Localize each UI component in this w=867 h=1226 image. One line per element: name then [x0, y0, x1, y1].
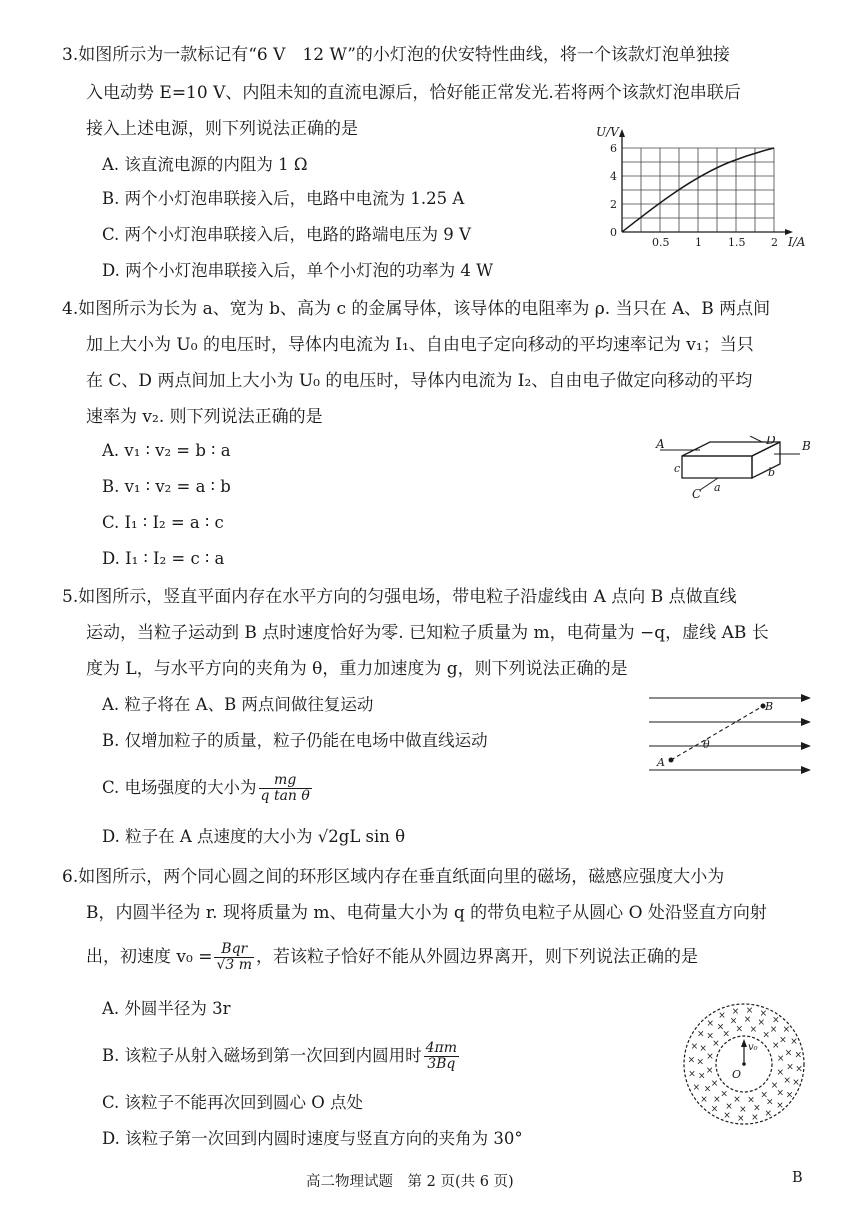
field-cross-mark: ×: [753, 1103, 761, 1114]
q3-option-c: C. 两个小灯泡串联接入后，电路的路端电压为 9 V: [102, 225, 471, 244]
field-cross-mark: ×: [703, 1084, 712, 1095]
field-cross-mark: ×: [710, 1079, 719, 1089]
field-cross-mark: ×: [716, 1022, 725, 1033]
field-cross-mark: ×: [762, 1030, 770, 1041]
field-cross-mark: ×: [706, 1031, 714, 1042]
field-cross-mark: ×: [792, 1078, 800, 1089]
field-cross-mark: ×: [739, 1104, 747, 1115]
q5-option-c: [102, 768, 314, 808]
q4-dim-b: b: [768, 466, 776, 479]
q3-y-tick: 6: [610, 142, 617, 155]
q3-y-tick: 4: [610, 170, 617, 183]
q3-stem-line3: 接入上述电源，则下列说法正确的是: [86, 119, 358, 139]
q5-option-b: B. 仅增加粒子的质量，粒子仍能在电场中做直线运动: [102, 731, 488, 750]
field-cross-mark: ×: [688, 1069, 696, 1080]
q6-option-c: C. 该粒子不能再次回到圆心 O 点处: [102, 1093, 364, 1112]
field-cross-mark: ×: [749, 1024, 758, 1035]
q5-option-c-text: C. 电场强度的大小为: [102, 778, 257, 797]
q4-option-d: D. I₁ ∶ I₂ = c ∶ a: [102, 549, 225, 568]
field-cross-mark: ×: [776, 1088, 784, 1099]
field-cross-mark: ×: [722, 1029, 730, 1040]
field-cross-mark: ×: [687, 1055, 696, 1066]
field-cross-mark: ×: [735, 1024, 744, 1035]
q4-conductor-figure: [650, 436, 830, 500]
q6-v0-fraction: $\frac{\text{Bqr}}{√3 m}$: [216, 941, 253, 973]
q5-label-theta: θ: [703, 738, 710, 751]
q4-stem-line1: 4.如图所示为长为 a、宽为 b、高为 c 的金属导体，该导体的电阻率为 ρ. 当只在 A、B 两点间: [62, 299, 771, 319]
q5-stem-line2: 运动，当粒子运动到 B 点时速度恰好为零. 已知粒子质量为 m，电荷量为 −q，虚线 AB 长: [86, 623, 769, 643]
q5-stem-line1: 5.如图所示，竖直平面内存在水平方向的匀强电场，带电粒子沿虚线由 A 点向 B 点做直线: [62, 587, 737, 607]
field-cross-mark: ×: [743, 1015, 752, 1026]
field-cross-mark: ×: [776, 1101, 784, 1112]
field-cross-mark: ×: [706, 1018, 715, 1029]
q4-label-b: B: [802, 439, 811, 453]
q6-option-b-text: B. 该粒子从射入磁场到第一次回到内圆用时: [102, 1046, 422, 1065]
q6-stem-line1: 6.如图所示，两个同心圆之间的环形区域内存在垂直纸面向里的磁场，磁感应强度大小为: [62, 867, 725, 887]
field-cross-mark: ×: [783, 1076, 791, 1087]
q6-stem3-prefix: 出，初速度 v₀ =: [86, 947, 213, 967]
q4-option-a: A. v₁ ∶ v₂ = b ∶ a: [102, 441, 231, 460]
q5-stem-line3: 度为 L，与水平方向的夹角为 θ，重力加速度为 g，则下列说法正确的是: [86, 659, 628, 679]
field-cross-mark: ×: [751, 1113, 759, 1124]
q3-x-tick: 0.5: [652, 236, 670, 249]
q6-option-b-fraction: $\frac{4\pi m}{3Bq}$: [425, 1040, 458, 1072]
q3-y-tick: 2: [610, 198, 617, 211]
q4-dim-c: c: [674, 462, 681, 475]
field-cross-mark: ×: [760, 1090, 768, 1101]
q3-x-tick: 1.5: [728, 236, 746, 249]
field-cross-mark: ×: [725, 1102, 733, 1112]
field-cross-mark: ×: [745, 1006, 754, 1017]
field-cross-mark: ×: [794, 1050, 803, 1061]
field-cross-mark: ×: [697, 1029, 705, 1040]
q5-option-c-fraction: $\frac{mg}{\text{q tan θ}}$: [260, 772, 310, 804]
field-cross-mark: ×: [696, 1057, 705, 1068]
field-cross-mark: ×: [723, 1110, 731, 1121]
q4-label-d: D: [766, 436, 776, 447]
field-cross-mark: ×: [729, 1016, 738, 1027]
q5-field-figure: [645, 690, 815, 780]
field-cross-mark: ×: [712, 1039, 720, 1049]
field-cross-mark: ×: [698, 1071, 706, 1082]
field-cross-mark: ×: [757, 1018, 766, 1028]
q3-option-a: A. 该直流电源的内阻为 1 Ω: [102, 155, 308, 174]
q3-y-axis-label: U/V: [596, 125, 619, 139]
q5-option-d: D. 粒子在 A 点速度的大小为 √2gL sin θ: [102, 827, 406, 846]
q4-stem-line4: 速率为 v₂. 则下列说法正确的是: [86, 407, 323, 427]
field-cross-mark: ×: [786, 1062, 794, 1073]
q3-x-tick: 2: [771, 236, 778, 249]
q3-stem-line1: 3.如图所示为一款标记有“6 V 12 W”的小灯泡的伏安特性曲线，将一个该款灯泡单独接: [62, 45, 730, 65]
q4-option-b: B. v₁ ∶ v₂ = a ∶ b: [102, 477, 231, 496]
field-cross-mark: ×: [779, 1035, 787, 1046]
q6-label-v0: v₀: [748, 1042, 758, 1053]
field-cross-mark: ×: [710, 1104, 719, 1115]
q3-option-d: D. 两个小灯泡串联接入后，单个小灯泡的功率为 4 W: [102, 261, 494, 280]
q3-iv-graph: [590, 120, 820, 250]
q6-label-o: O: [732, 1068, 742, 1081]
field-cross-mark: ×: [769, 1025, 778, 1035]
q4-label-a: A: [656, 437, 665, 451]
field-cross-mark: ×: [772, 1041, 780, 1051]
q4-stem-line3: 在 C、D 两点间加上大小为 U₀ 的电压时，导体内电流为 I₂、自由电子做定向移动的平均: [86, 371, 753, 391]
page-footer: 高二物理试题 第 2 页(共 6 页): [306, 1174, 514, 1190]
q4-dim-a: a: [714, 481, 721, 494]
field-cross-mark: ×: [770, 1081, 779, 1091]
q5-option-a: A. 粒子将在 A、B 两点间做往复运动: [102, 695, 374, 714]
q3-stem-line2: 入电动势 E=10 V、内阻未知的直流电源后，恰好能正常发光.若将两个该款灯泡串联后: [86, 83, 741, 103]
q6-stem-line2: B，内圆半径为 r. 现将质量为 m、电荷量大小为 q 的带负电粒子从圆心 O 处沿竖直方向射: [86, 903, 767, 923]
field-cross-mark: ×: [690, 1041, 699, 1052]
version-mark: B: [792, 1170, 803, 1186]
field-cross-mark: ×: [713, 1095, 721, 1105]
field-cross-mark: ×: [733, 1095, 741, 1106]
field-cross-mark: ×: [705, 1065, 714, 1076]
field-cross-mark: ×: [782, 1025, 791, 1036]
field-cross-mark: ×: [759, 1009, 768, 1020]
q5-label-a: A: [657, 756, 665, 769]
field-cross-mark: ×: [790, 1036, 798, 1047]
field-cross-mark: ×: [700, 1094, 708, 1105]
field-cross-mark: ×: [784, 1048, 793, 1059]
q6-magnetic-field-figure: [680, 1000, 808, 1128]
q5-label-b: B: [765, 700, 774, 713]
q6-option-d: D. 该粒子第一次回到内圆时速度与竖直方向的夹角为 30°: [102, 1129, 523, 1148]
q4-stem-line2: 加上大小为 U₀ 的电压时，导体内电流为 I₁、自由电子定向移动的平均速率记为 v₁；当只: [86, 335, 754, 355]
field-cross-mark: ×: [720, 1089, 728, 1100]
field-cross-mark: ×: [766, 1097, 774, 1108]
field-cross-mark: ×: [764, 1108, 773, 1119]
field-cross-mark: ×: [699, 1043, 707, 1054]
field-cross-mark: ×: [747, 1095, 755, 1106]
field-cross-mark: ×: [772, 1015, 780, 1026]
field-cross-mark: ×: [795, 1064, 803, 1075]
q4-option-c: C. I₁ ∶ I₂ = a ∶ c: [102, 513, 224, 532]
field-cross-mark: ×: [776, 1068, 785, 1079]
field-cross-mark: ×: [776, 1054, 785, 1065]
q3-option-b: B. 两个小灯泡串联接入后，电路中电流为 1.25 A: [102, 189, 465, 208]
q6-option-b: [102, 1036, 461, 1076]
field-cross-mark: ×: [692, 1083, 701, 1094]
q3-x-tick: 1: [695, 236, 702, 249]
field-cross-mark: ×: [731, 1006, 740, 1017]
q4-label-c: C: [692, 487, 702, 500]
q6-stem-line3: [86, 936, 698, 978]
field-cross-mark: ×: [706, 1051, 714, 1062]
q3-x-axis-label: I/A: [788, 235, 806, 249]
field-cross-mark: ×: [737, 1113, 745, 1124]
q3-origin-label: 0: [610, 226, 617, 239]
field-cross-mark: ×: [718, 1011, 726, 1022]
field-cross-mark: ×: [785, 1090, 794, 1101]
q6-stem3-suffix: ，若该粒子恰好不能从外圆边界离开，则下列说法正确的是: [256, 947, 699, 967]
q6-option-a: A. 外圆半径为 3r: [102, 999, 231, 1018]
